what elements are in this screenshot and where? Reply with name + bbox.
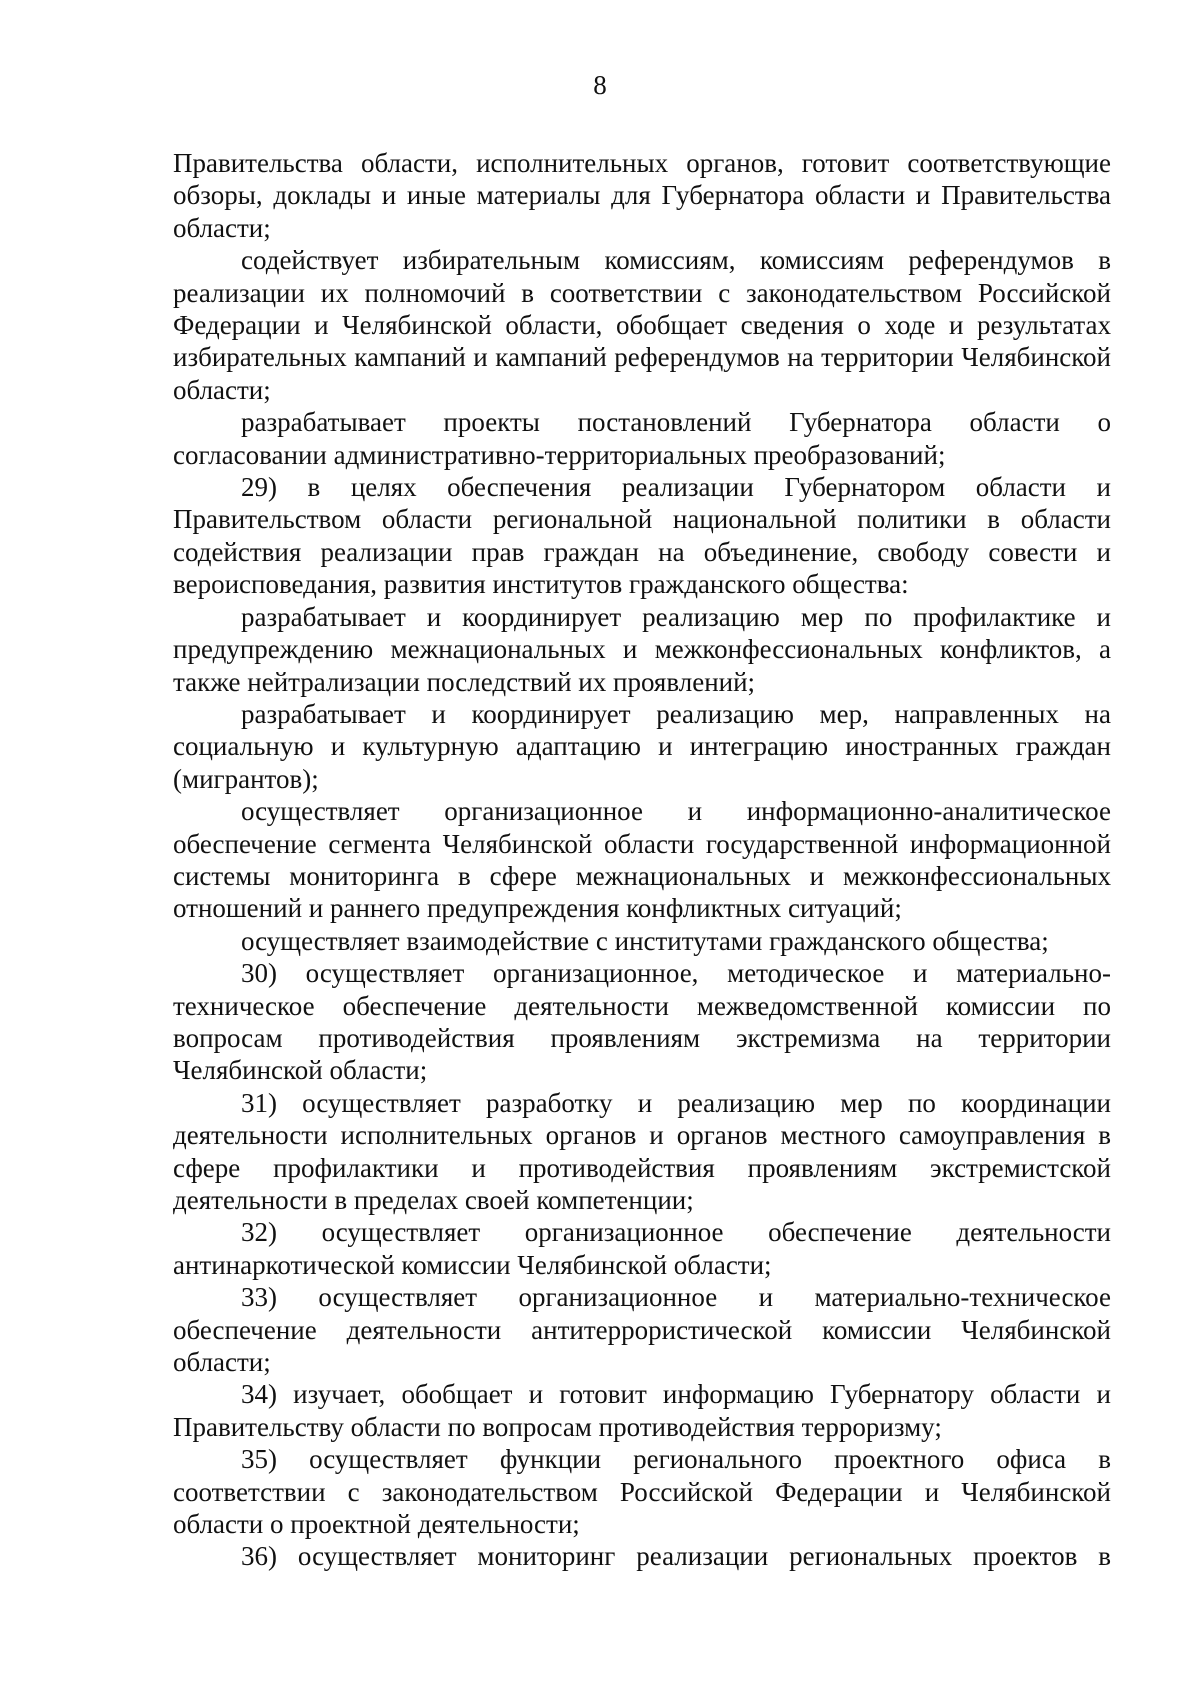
paragraph: 31) осуществляет разработку и реализацию мер по координации деятельности исполнительных органов и органов местного самоуправления в сфере профилактики и противодействия проявлениям экстремистской деятельности в пределах своей компетенции; [173, 1087, 1111, 1215]
paragraph: 30) осуществляет организационное, методическое и материально-техническое обеспечение деятельности межведомственной комиссии по вопросам противодействия проявлениям экстремизма на территории Челябинской области; [173, 958, 1111, 1086]
paragraph: 33) осуществляет организационное и материально-техническое обеспечение деятельности антитеррористической комиссии Челябинской области; [173, 1282, 1111, 1378]
document-body [173, 147, 1111, 1573]
paragraph: 29) в целях обеспечения реализации Губернатором области и Правительством области региональной национальной политики в области содействия реализации прав граждан на объединение, свободу совести и вероисповедания, развития институтов гражданского общества: [173, 472, 1111, 600]
paragraph: осуществляет взаимодействие с институтами гражданского общества; [241, 925, 1049, 956]
paragraph: осуществляет организационное и информационно-аналитическое обеспечение сегмента Челябинской области государственной информационной системы мониторинга в сфере межнациональных и межконфессиональных отношений и раннего предупреждения конфликтных ситуаций; [173, 796, 1111, 924]
paragraph: 35) осуществляет функции регионального проектного офиса в соответствии с законодательством Российской Федерации и Челябинской области о проектной деятельности; [173, 1444, 1111, 1540]
paragraph: 34) изучает, обобщает и готовит информацию Губернатору области и Правительству области по вопросам противодействия терроризму; [173, 1379, 1111, 1442]
paragraph: содействует избирательным комиссиям, комиссиям референдумов в реализации их полномочий в соответствии с законодательством Российской Федерации и Челябинской области, обобщает сведения о ходе и результатах избирательных кампаний и кампаний референдумов на территории Челябинской области; [173, 245, 1111, 405]
paragraph: 36) осуществляет мониторинг реализации региональных проектов в [241, 1541, 1111, 1572]
paragraph: разрабатывает проекты постановлений Губернатора области о согласовании административно-территориальных преобразований; [173, 407, 1111, 470]
paragraph: 32) осуществляет организационное обеспечение деятельности антинаркотической комиссии Челябинской области; [173, 1217, 1111, 1280]
paragraph: Правительства области, исполнительных органов, готовит соответствующие обзоры, доклады и иные материалы для Губернатора области и Правительства области; [173, 148, 1111, 243]
paragraph: разрабатывает и координирует реализацию мер по профилактике и предупреждению межнациональных и межконфессиональных конфликтов, а также нейтрализации последствий их проявлений; [173, 601, 1111, 697]
paragraph: разрабатывает и координирует реализацию мер, направленных на социальную и культурную адаптацию и интеграцию иностранных граждан (мигрантов); [173, 698, 1111, 794]
page-number: 8 [593, 70, 607, 100]
